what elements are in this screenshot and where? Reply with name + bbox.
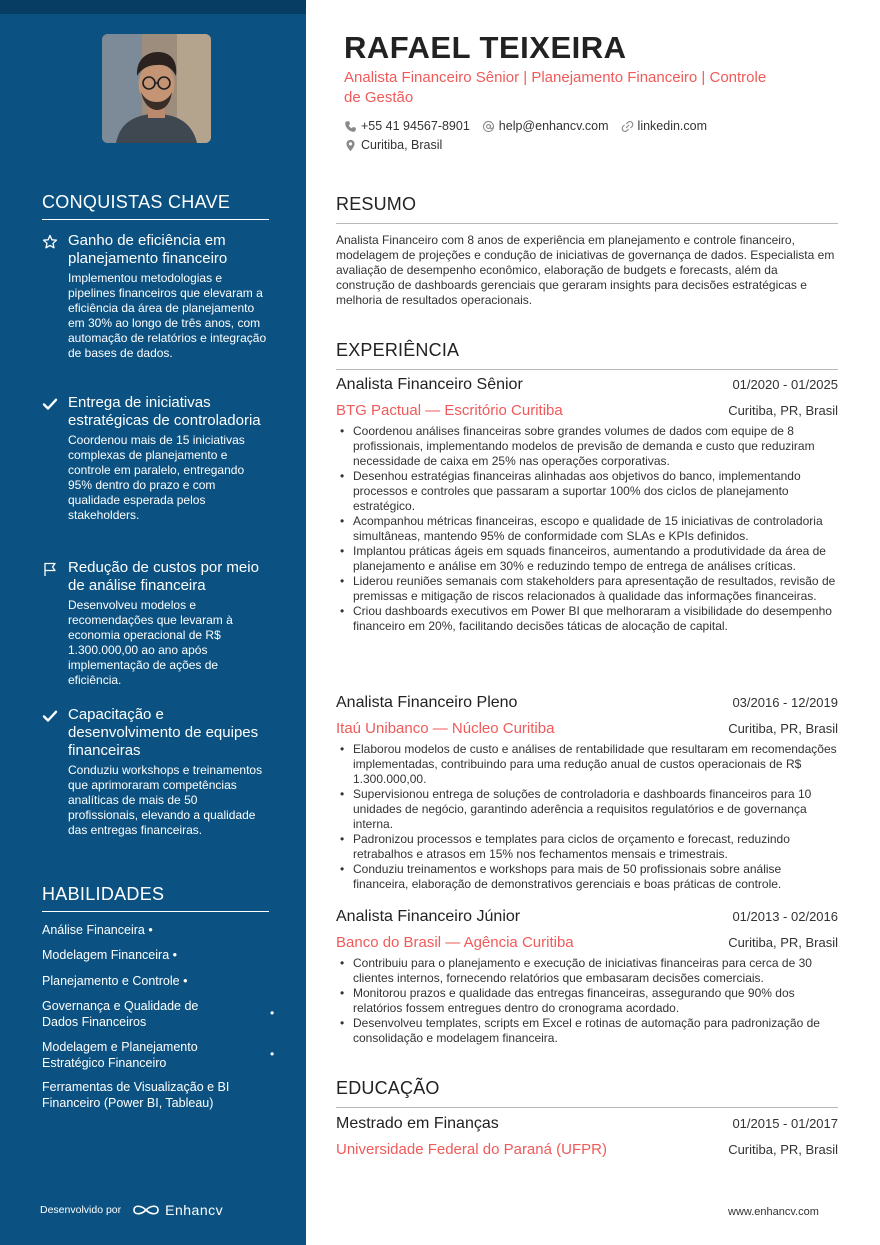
job-company-row: [336, 934, 838, 951]
job-location: Curitiba, PR, Brasil: [728, 721, 838, 736]
linkedin-text: linkedin.com: [637, 119, 708, 133]
job-company: BTG Pactual — Escritório Curitiba: [336, 402, 563, 419]
job-header: [336, 908, 838, 926]
summary-title: RESUMO: [336, 194, 838, 224]
flag-icon: [42, 561, 58, 577]
skill-separator: •: [148, 923, 153, 937]
job-company: Itaú Unibanco — Núcleo Curitiba: [336, 720, 555, 737]
phone[interactable]: [344, 119, 470, 133]
linkedin[interactable]: [621, 119, 707, 133]
achievement-desc: Conduziu workshops e treinamentos que aprimoraram competências analíticas de mais de 50 profissionais, elevando a qualidade das entregas financeiras.: [68, 763, 263, 837]
location: [344, 138, 442, 152]
summary-text: Analista Financeiro com 8 anos de experiência em planejamento e controle financeiro, modelagem de projeções e condução de iniciativas de governança de dados. Especialista em avaliação de desempenho econômico, elaboração de budgets e forecasts, além da construção de dashboards gerenciais que geraram insights para decisões estratégicas e melhoria de resultados operacionais.: [336, 233, 835, 307]
skill-item: [42, 923, 269, 939]
footer-url[interactable]: www.enhancv.com: [728, 1206, 819, 1218]
list-item: • Monitorou prazos e qualidade das entregas financeiras, assegurando que 90% dos relatórios fossem entregues dentro do cronograma acordado.: [336, 986, 838, 1016]
achievements-title: CONQUISTAS CHAVE: [42, 192, 269, 220]
list-item: • Coordenou análises financeiras sobre grandes volumes de dados com equipe de 8 profissionais, implementando modelos de previsão de demanda e custo que reduziram necessidade de caixa em 25% nas operações corporativas.: [336, 424, 838, 469]
skill-item: [42, 1080, 269, 1111]
list-item: • Liderou reuniões semanais com stakeholders para apresentação de resultados, revisão de premissas e mitigação de riscos relacionados à qualidade das informações financeiras.: [336, 574, 838, 604]
skill-label: Modelagem e Planejamento Estratégico Financeiro: [42, 1040, 198, 1070]
education-dates: 01/2015 - 01/2017: [732, 1116, 838, 1131]
job-title: Analista Financeiro Júnior: [336, 908, 521, 925]
skill-item: [42, 999, 275, 1030]
skill-item: [42, 974, 269, 990]
job-bullets: [336, 742, 838, 892]
job-dates: 01/2020 - 01/2025: [732, 377, 838, 392]
skill-separator: •: [183, 974, 188, 988]
achievement-title: Entrega de iniciativas estratégicas de controladoria: [68, 394, 261, 429]
education-school-row: [336, 1141, 838, 1158]
candidate-subtitle: Analista Financeiro Sênior | Planejamento Financeiro | Controle de Gestão: [344, 69, 767, 106]
sidebar-top-strip: [0, 0, 306, 14]
skill-label: Modelagem Financeira: [42, 948, 170, 962]
at-icon: [482, 120, 495, 133]
list-item: • Desenhou estratégias financeiras alinhadas aos objetivos do banco, implementando processos e controles que passaram a suportar 100% dos ciclos de planejamento estratégico.: [336, 469, 838, 514]
list-item: • Padronizou processos e templates para ciclos de orçamento e forecast, reduzindo retrabalhos e atrasos em 15% nos fechamentos mensais e trimestrais.: [336, 832, 838, 862]
brand-logo[interactable]: [127, 1202, 223, 1218]
phone-text: +55 41 94567-8901: [361, 119, 470, 133]
star-icon: [42, 234, 58, 250]
skills-section: [42, 884, 269, 912]
built-by: [40, 1202, 223, 1218]
profile-photo: [102, 34, 211, 143]
education-title: EDUCAÇÃO: [336, 1078, 838, 1108]
phone-icon: [344, 120, 357, 133]
skill-separator: •: [270, 1006, 275, 1020]
achievement-item: [42, 394, 269, 523]
education-header: [336, 1115, 838, 1133]
achievement-title: Capacitação e desenvolvimento de equipes financeiras: [68, 706, 259, 759]
list-item: • Criou dashboards executivos em Power BI que melhoraram a visibilidade do desempenho financeiro em 20%, facilitando decisões táticas de alocação de capital.: [336, 604, 838, 634]
email[interactable]: [482, 119, 609, 133]
job-company: Banco do Brasil — Agência Curitiba: [336, 934, 574, 951]
link-icon: [621, 120, 634, 133]
brand-name: Enhancv: [165, 1202, 224, 1218]
sidebar: [0, 0, 306, 1245]
achievements-section: [42, 192, 269, 220]
achievement-item: [42, 706, 269, 838]
email-text: help@enhancv.com: [498, 119, 609, 133]
skills-title: HABILIDADES: [42, 884, 269, 912]
list-item: • Desenvolveu templates, scripts em Excel e rotinas de automação para padronização de consolidação e modelagem financeira.: [336, 1016, 838, 1046]
skill-label: Planejamento e Controle: [42, 974, 180, 988]
skill-separator: •: [270, 1047, 275, 1061]
list-item: • Elaborou modelos de custo e análises de rentabilidade que resultaram em recomendações implementadas, contribuindo para uma redução anual de custos operacionais de R$ 1.300.000,00.: [336, 742, 838, 787]
job-bullets: [336, 424, 838, 634]
check-icon: [42, 708, 58, 724]
education-location: Curitiba, PR, Brasil: [728, 1142, 838, 1157]
job-company-row: [336, 720, 838, 737]
skill-item: [42, 1040, 275, 1071]
skill-item: [42, 948, 269, 964]
experience-title: EXPERIÊNCIA: [336, 340, 838, 370]
education-degree: Mestrado em Finanças: [336, 1115, 499, 1132]
skill-label: Governança e Qualidade de Dados Financeiros: [42, 999, 199, 1029]
list-item: • Supervisionou entrega de soluções de controladoria e dashboards financeiros para 10 unidades de negócio, garantindo aderência a requisitos regulatórios e de governança interna.: [336, 787, 838, 832]
achievement-desc: Coordenou mais de 15 iniciativas complexas de planejamento e controle em paralelo, entregando 95% dentro do prazo e com qualidade esperada pelos stakeholders.: [68, 433, 245, 522]
achievement-title: Ganho de eficiência em planejamento financeiro: [68, 232, 228, 267]
job-dates: 01/2013 - 02/2016: [732, 909, 838, 924]
job-company-row: [336, 402, 838, 419]
list-item: • Acompanhou métricas financeiras, escopo e qualidade de 15 iniciativas de controladoria simultâneas, mantendo 95% de conformidade com SLAs e KPIs definidos.: [336, 514, 838, 544]
achievement-desc: Implementou metodologias e pipelines financeiros que elevaram a eficiência da área de planejamento em 30% ao longo de três anos, com automação de relatórios e integração de bases de dados.: [68, 271, 267, 360]
contact-row: [344, 119, 719, 133]
enhancv-logo-icon: [131, 1202, 161, 1218]
skill-label: Análise Financeira: [42, 923, 145, 937]
job-header: [336, 694, 838, 712]
location-text: Curitiba, Brasil: [361, 138, 443, 152]
achievement-desc: Desenvolveu modelos e recomendações que levaram à economia operacional de R$ 1.300.000,00 ao ano após implementação de ações de eficiência.: [68, 598, 233, 687]
candidate-name: RAFAEL TEIXEIRA: [344, 30, 627, 65]
list-item: • Implantou práticas ágeis em squads financeiros, aumentando a produtividade da área de planejamento e análise em 30% e reduzindo tempo de entrega de análises críticas.: [336, 544, 838, 574]
job-location: Curitiba, PR, Brasil: [728, 403, 838, 418]
list-item: • Contribuiu para o planejamento e execução de iniciativas financeiras para cerca de 30 clientes internos, fornecendo relatórios que embasaram decisões comerciais.: [336, 956, 838, 986]
skill-separator: •: [172, 948, 178, 962]
skill-label: Ferramentas de Visualização e BI Financeiro (Power BI, Tableau): [42, 1080, 230, 1110]
job-header: [336, 376, 838, 394]
list-item: • Conduziu treinamentos e workshops para mais de 50 profissionais sobre análise financeira, elaboração de demonstrativos gerenciais e boas práticas de controle.: [336, 862, 838, 892]
location-row: [344, 138, 454, 152]
education-school: Universidade Federal do Paraná (UFPR): [336, 1141, 607, 1158]
check-icon: [42, 396, 58, 412]
job-title: Analista Financeiro Sênior: [336, 376, 523, 393]
built-by-label: Desenvolvido por: [40, 1204, 122, 1216]
achievement-title: Redução de custos por meio de análise financeira: [68, 559, 259, 594]
achievement-item: [42, 559, 269, 688]
job-bullets: [336, 956, 838, 1046]
avatar: [102, 34, 211, 143]
job-dates: 03/2016 - 12/2019: [732, 695, 838, 710]
job-title: Analista Financeiro Pleno: [336, 694, 518, 711]
location-pin-icon: [344, 139, 357, 152]
achievement-item: [42, 232, 269, 361]
job-location: Curitiba, PR, Brasil: [728, 935, 838, 950]
